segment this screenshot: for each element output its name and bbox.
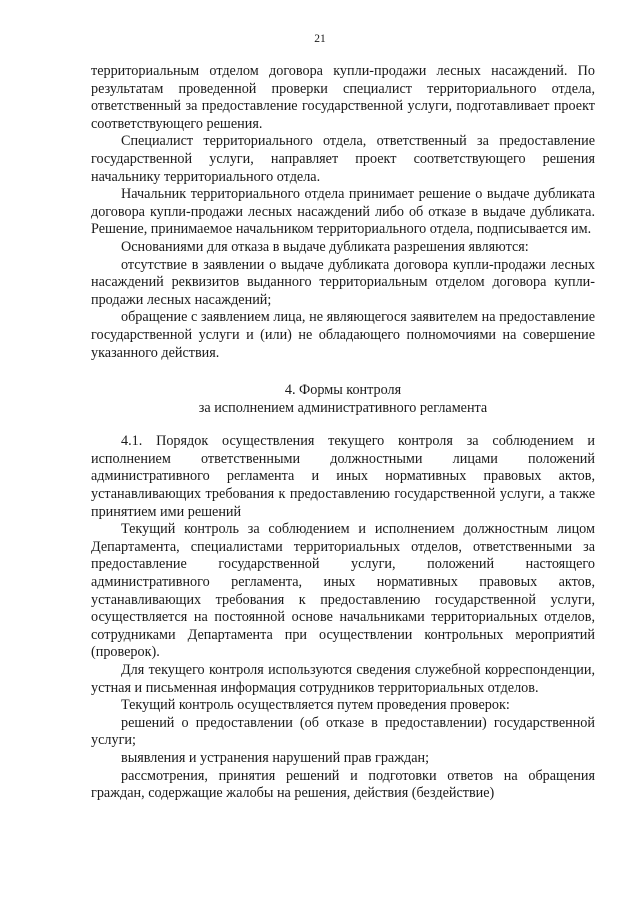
paragraph: рассмотрения, принятия решений и подготовки ответов на обращения граждан, содержащие жалобы на решения, действия (бездействие) [91,767,595,802]
subsection-heading: 4.1. Порядок осуществления текущего контроля за соблюдением и исполнением ответственными должностными лицами положений административного регламента и иных нормативных правовых актов, устанавливающих требования к предоставлению государственной услуги, а также принятием ими решений [91,433,595,520]
paragraph: Текущий контроль за соблюдением и исполнением должностным лицом Департамента, специалистами территориальных отделов, ответственными за предоставление государственной услуги, положений настоящего административного регламента, иных нормативных правовых актов, устанавливающих требования к предоставлению государственной услуги, осуществляется на постоянной основе начальниками территориальных отделов, сотрудниками Департамента при осуществлении контрольных мероприятий (проверок). [91,521,595,661]
page-body [91,63,595,803]
paragraph: Начальник территориального отдела принимает решение о выдаче дубликата договора купли-продажи лесных насаждений либо об отказе в выдаче дубликата. Решение, принимаемое начальником территориального отдела, подписывается им. [91,186,595,238]
page-number: 21 [314,33,326,45]
section-title: 4. Формы контроля [284,382,402,399]
paragraph: решений о предоставлении (об отказе в предоставлении) государственной услуги; [91,714,595,749]
section-subtitle: за исполнением административного регламента [198,399,488,416]
paragraph: обращение с заявлением лица, не являющегося заявителем на предоставление государственной услуги и (или) не обладающего полномочиями на совершение указанного действия. [91,309,595,361]
paragraph: Специалист территориального отдела, ответственный за предоставление государственной услуги, направляет проект соответствующего решения начальнику территориального отдела. [91,133,595,185]
paragraph: Текущий контроль осуществляется путем проведения проверок: [121,697,510,714]
paragraph: Основаниями для отказа в выдаче дубликата разрешения являются: [121,238,529,255]
paragraph: выявления и устранения нарушений прав граждан; [121,749,430,766]
paragraph: отсутствие в заявлении о выдаче дубликата договора купли-продажи лесных насаждений реквизитов выданного территориальным отделом договора купли-продажи лесных насаждений; [91,256,595,308]
paragraph: Для текущего контроля используются сведения служебной корреспонденции, устная и письменная информация сотрудников территориальных отделов. [91,662,595,696]
paragraph: территориальным отделом договора купли-продажи лесных насаждений. По результатам проведенной проверки специалист территориального отдела, ответственный за предоставление государственной услуги, подготавливает проект соответствующего решения. [91,63,595,132]
